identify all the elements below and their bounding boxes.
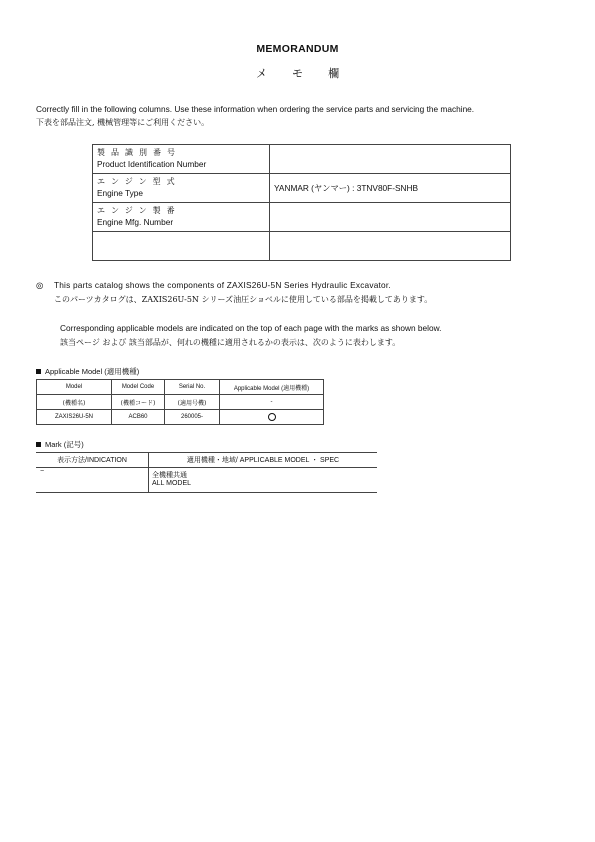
title-jp-char-1: メ — [255, 68, 267, 80]
blank-row — [93, 232, 511, 261]
engine-mfg-label-jp: エンジン製番 — [97, 206, 181, 215]
product-id-row — [93, 145, 511, 174]
mark-row-spec — [149, 468, 378, 493]
mark-row-spec-en: ALL MODEL — [152, 480, 192, 487]
header-applicable-model: Applicable Model (適用機種) — [220, 380, 324, 395]
circle-mark-icon — [268, 413, 276, 421]
engine-type-value: YANMAR (ヤンマー) : 3TNV80F-SNHB — [270, 174, 511, 203]
header-serial-no-jp: (適用号機) — [165, 395, 220, 410]
square-bullet-icon — [36, 442, 41, 447]
header-applicable-dash: - — [220, 395, 324, 410]
applicable-model-heading — [36, 366, 139, 377]
mark-table — [36, 452, 377, 493]
mark-row-indication: − — [36, 468, 149, 493]
header-model: Model — [37, 380, 112, 395]
title-jp-char-2: モ — [292, 68, 303, 80]
cell-model: ZAXIS26U-5N — [37, 410, 112, 425]
intro-text-en: Correctly fill in the following columns. Use these information when ordering the service parts and servicing the machine. — [36, 104, 475, 114]
double-circle-icon: ◎ — [36, 280, 44, 290]
page-title-jp — [0, 65, 595, 81]
engine-mfg-label-en: Engine Mfg. Number — [97, 217, 174, 227]
page-title: MEMORANDUM — [256, 43, 339, 55]
applicable-note-jp: 該当ページ および 該当部品が、何れの機種に適用されるかの表示は、次のように表わします。 — [60, 338, 401, 347]
cell-model-code: ACB60 — [112, 410, 165, 425]
catalog-note-en-text: This parts catalog shows the components of ZAXIS26U-5N Series Hydraulic Excavator. — [53, 280, 391, 290]
engine-mfg-value[interactable] — [270, 203, 511, 232]
title-jp-char-3: 欄 — [328, 68, 340, 80]
mark-heading — [36, 439, 84, 450]
product-id-label-en: Product Identification Number — [97, 159, 207, 169]
mark-body-row — [36, 468, 377, 493]
applicable-model-heading-text: Applicable Model (適用機種) — [45, 367, 140, 376]
mark-row-spec-jp: 全機種共通 — [152, 472, 187, 479]
mark-header-row — [36, 453, 377, 468]
cell-applicable-mark — [220, 410, 324, 425]
blank-label-cell[interactable] — [93, 232, 270, 261]
product-id-label-jp: 製品識別番号 — [97, 148, 181, 157]
product-id-label — [93, 145, 270, 174]
engine-type-label-en: Engine Type — [97, 188, 143, 198]
cell-serial-no: 260005- — [165, 410, 220, 425]
product-id-value[interactable] — [270, 145, 511, 174]
applicable-model-table — [36, 379, 324, 425]
blank-value-cell[interactable] — [270, 232, 511, 261]
engine-mfg-label — [93, 203, 270, 232]
model-data-row — [37, 410, 324, 425]
header-model-jp: (機種名) — [37, 395, 112, 410]
engine-type-label-jp: エンジン型式 — [97, 177, 181, 186]
model-header-jp-row — [37, 395, 324, 410]
identification-table — [92, 144, 511, 261]
catalog-note-en — [36, 280, 391, 290]
applicable-note-en: Corresponding applicable models are indicated on the top of each page with the marks as shown below. — [60, 323, 442, 333]
header-model-code-jp: (機種コード) — [112, 395, 165, 410]
header-serial-no: Serial No. — [165, 380, 220, 395]
model-header-row — [37, 380, 324, 395]
engine-type-label — [93, 174, 270, 203]
catalog-note-jp: このパーツカタログは、ZAXIS26U-5N シリーズ油圧ショベルに使用している部品を掲載してあります。 — [54, 295, 433, 304]
square-bullet-icon — [36, 369, 41, 374]
header-model-code: Model Code — [112, 380, 165, 395]
intro-text-jp: 下表を部品注文, 機械管理等にご利用ください。 — [36, 118, 210, 127]
mark-header-spec: 適用機種・地域/ APPLICABLE MODEL ・ SPEC — [149, 453, 378, 468]
mark-heading-text: Mark (記号) — [45, 440, 84, 449]
engine-type-row — [93, 174, 511, 203]
engine-mfg-row — [93, 203, 511, 232]
mark-header-indication: 表示方法/INDICATION — [36, 453, 149, 468]
